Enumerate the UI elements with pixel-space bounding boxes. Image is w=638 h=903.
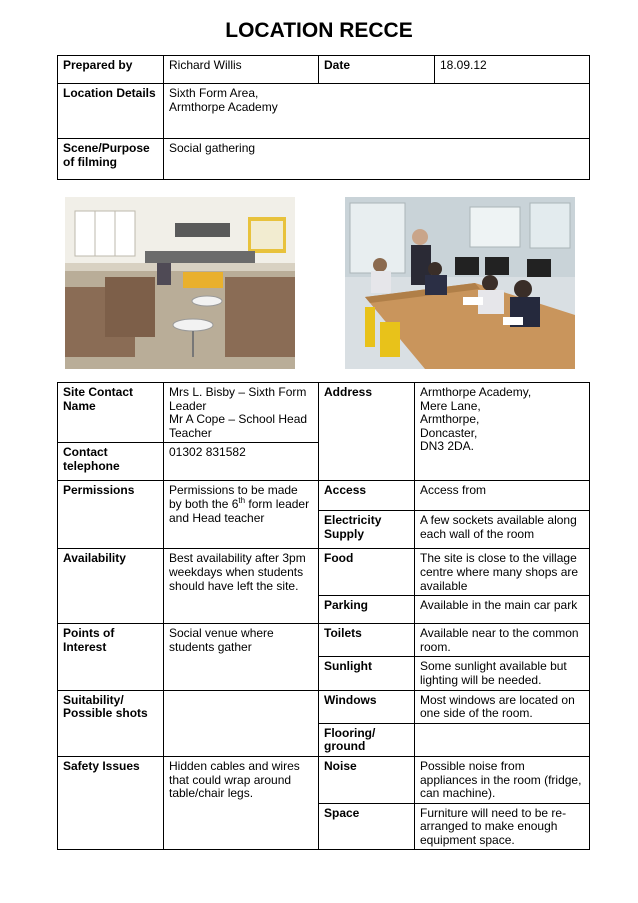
suitability-value [164, 690, 319, 756]
access-label: Access [319, 481, 415, 511]
label-line: Contact [63, 445, 108, 460]
toilets-value: Available near to the common room. [415, 624, 590, 657]
food-value: The site is close to the village centre where many shops are available [415, 549, 590, 596]
permissions-sup: th [238, 495, 246, 505]
site-contact-value [164, 383, 319, 443]
permissions-text: Permissions to be made by both the 6 [169, 483, 298, 511]
windows-label: Windows [319, 690, 415, 723]
label-line: Electricity [324, 513, 382, 528]
suitability-label [58, 690, 164, 756]
noise-label: Noise [319, 756, 415, 803]
electricity-value: A few sockets available along each wall of the room [415, 511, 590, 549]
scene-label-line: Scene/Purpose [63, 141, 150, 155]
permissions-label: Permissions [58, 481, 164, 549]
address-line: Armthorpe, [420, 412, 480, 427]
parking-value: Available in the main car park [415, 596, 590, 624]
label-line: Possible shots [63, 706, 148, 721]
address-line: Doncaster, [420, 425, 478, 440]
electricity-label [319, 511, 415, 549]
availability-value: Best availability after 3pm weekdays when students should have left the site. [164, 549, 319, 624]
recce-details-table [57, 382, 590, 850]
contact-line: Mr A Cope – School Head Teacher [169, 412, 308, 440]
space-label: Space [319, 803, 415, 850]
address-line: Armthorpe Academy, [420, 385, 532, 399]
date-label: Date [319, 56, 435, 84]
contact-telephone-value: 01302 831582 [164, 443, 319, 481]
scene-label [58, 139, 164, 180]
label-line: Suitability/ [63, 692, 124, 707]
noise-value: Possible noise from appliances in the room (fridge, can machine). [415, 756, 590, 803]
location-line: Armthorpe Academy [169, 99, 278, 114]
scene-label-line: of filming [63, 154, 117, 169]
site-contact-label [58, 383, 164, 443]
contact-telephone-label [58, 443, 164, 481]
points-of-interest-value: Social venue where students gather [164, 624, 319, 690]
photo-strip [0, 197, 638, 369]
label-line: Points of [63, 626, 115, 641]
date-value: 18.09.12 [435, 56, 590, 84]
address-line: DN3 2DA. [420, 439, 475, 454]
flooring-value [415, 723, 590, 756]
address-line: Mere Lane, [420, 398, 481, 413]
scene-value: Social gathering [164, 139, 590, 180]
location-line: Sixth Form Area, [169, 86, 259, 100]
label-line: Name [63, 398, 96, 413]
windows-value: Most windows are located on one side of the room. [415, 690, 590, 723]
prepared-by-label: Prepared by [58, 56, 164, 84]
parking-label: Parking [319, 596, 415, 624]
permissions-value [164, 481, 319, 549]
location-label: Location Details [58, 84, 164, 139]
classroom-photo [345, 197, 575, 369]
access-value: Access from [415, 481, 590, 511]
label-line: Supply [324, 526, 365, 541]
contact-line: Mrs L. Bisby – Sixth Form Leader [169, 385, 307, 413]
food-label: Food [319, 549, 415, 596]
address-label: Address [319, 383, 415, 481]
label-line: ground [324, 739, 366, 754]
recce-header-table [57, 55, 590, 180]
sunlight-label: Sunlight [319, 657, 415, 690]
label-line: Flooring/ [324, 725, 376, 740]
sunlight-value: Some sunlight available but lighting will be needed. [415, 657, 590, 690]
points-of-interest-label [58, 624, 164, 690]
permissions-text: form leader and Head teacher [169, 496, 310, 525]
safety-issues-value: Hidden cables and wires that could wrap around table/chair legs. [164, 756, 319, 850]
location-value [164, 84, 590, 139]
label-line: telephone [63, 458, 120, 473]
label-line: Site Contact [63, 385, 134, 399]
availability-label: Availability [58, 549, 164, 624]
common-room-photo [65, 197, 295, 369]
prepared-by-value: Richard Willis [164, 56, 319, 84]
label-line: Interest [63, 639, 107, 654]
address-value [415, 383, 590, 481]
flooring-label [319, 723, 415, 756]
page-title: LOCATION RECCE [225, 19, 413, 42]
toilets-label: Toilets [319, 624, 415, 657]
space-value: Furniture will need to be re-arranged to make enough equipment space. [415, 803, 590, 850]
safety-issues-label: Safety Issues [58, 756, 164, 850]
